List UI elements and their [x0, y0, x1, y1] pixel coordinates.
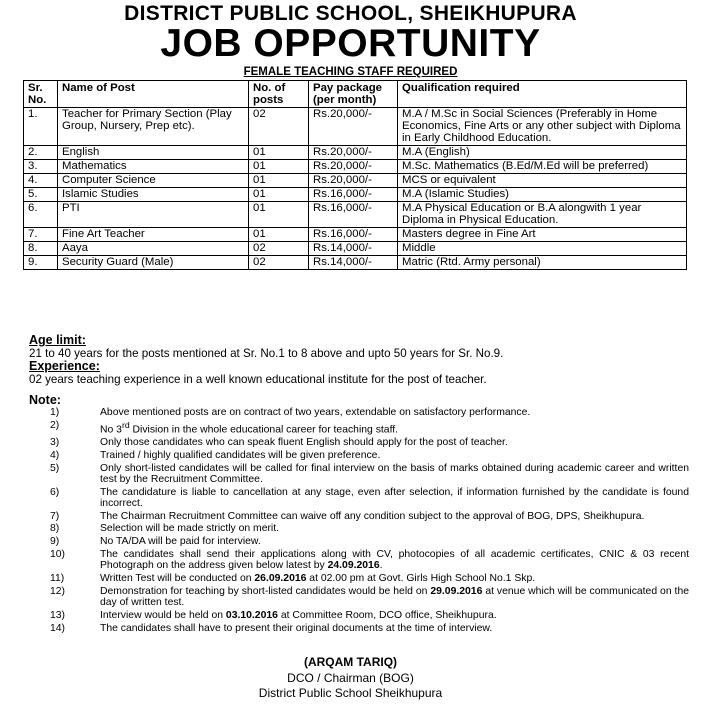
- note-number: 10): [50, 549, 66, 561]
- cell-posts: 01: [249, 160, 309, 174]
- cell-post: Computer Science: [58, 174, 249, 188]
- note-text: Written Test will be conducted on: [100, 573, 255, 585]
- note-item: [29, 437, 689, 448]
- signatory-designation: DCO / Chairman (BOG): [287, 670, 414, 685]
- note-text: Selection will be made strictly on merit.: [100, 523, 280, 535]
- subtitle-text: FEMALE TEACHING STAFF REQUIRED: [243, 66, 458, 78]
- note-text-cont: Division in the whole educational career for teaching staff.: [129, 424, 399, 436]
- cell-post: Teacher for Primary Section (Play Group, Nursery, Prep etc).: [58, 108, 249, 146]
- cell-posts: 02: [249, 256, 309, 270]
- posts-table: [23, 80, 687, 270]
- cell-posts: 01: [249, 188, 309, 202]
- note-item: [29, 487, 689, 509]
- cell-posts: 01: [249, 202, 309, 228]
- note-item: [29, 586, 689, 608]
- cell-posts: 02: [249, 242, 309, 256]
- cell-sr: 4.: [24, 174, 58, 188]
- cell-pay: Rs.20,000/-: [309, 174, 398, 188]
- cell-qualification: Matric (Rtd. Army personal): [398, 256, 687, 270]
- note-item: [29, 549, 689, 571]
- cell-qualification: M.A (Islamic Studies): [398, 188, 687, 202]
- cell-sr: 9.: [24, 256, 58, 270]
- signatory-name: (ARQAM TARIQ): [303, 655, 398, 669]
- cell-sr: 1.: [24, 108, 58, 146]
- cell-qualification: Masters degree in Fine Art: [398, 228, 687, 242]
- table-row: [24, 174, 687, 188]
- signatory-organization: District Public School Sheikhupura: [258, 686, 443, 700]
- cell-post: Aaya: [58, 242, 249, 256]
- note-item: [29, 623, 689, 634]
- col-header-qualification: Qualification required: [398, 81, 687, 108]
- experience-heading: Experience:: [29, 359, 100, 373]
- cell-pay: Rs.20,000/-: [309, 108, 398, 146]
- cell-pay: Rs.16,000/-: [309, 228, 398, 242]
- note-item: [29, 511, 689, 522]
- note-text: The candidature is liable to cancellation at any stage, even after selection, if information furnished by the candidate is found incorrect.: [100, 486, 689, 509]
- cell-pay: Rs.14,000/-: [309, 256, 398, 270]
- note-text: Trained / highly qualified candidates will be given preference.: [100, 449, 381, 461]
- note-number: 6): [50, 486, 60, 498]
- cell-pay: Rs.16,000/-: [309, 188, 398, 202]
- table-body: [24, 108, 687, 270]
- cell-post: English: [58, 146, 249, 160]
- cell-sr: 5.: [24, 188, 58, 202]
- note-text: The candidates shall have to present their original documents at the time of interview.: [100, 622, 493, 634]
- note-number: 1): [50, 407, 60, 418]
- cell-posts: 01: [249, 174, 309, 188]
- subtitle: [0, 66, 701, 79]
- col-header-sr: Sr. No.: [24, 81, 58, 108]
- cell-post: Islamic Studies: [58, 188, 249, 202]
- note-number: 4): [50, 449, 60, 461]
- note-item: [29, 407, 689, 418]
- note-number: 11): [50, 573, 65, 585]
- note-text: Only those candidates who can speak fluent English should apply for the post of teacher.: [100, 437, 508, 449]
- cell-qualification: MCS or equivalent: [398, 174, 687, 188]
- note-text-cont: at venue which will be communicated on the day of written test.: [100, 585, 689, 609]
- note-text-cont: at 02.00 pm at Govt. Girls High School No.1 Skp.: [306, 573, 536, 585]
- note-text-cont: at Committee Room, DCO office, Sheikhupura.: [277, 609, 497, 621]
- note-text: Demonstration for teaching by short-listed candidates would be held on: [100, 585, 431, 597]
- cell-pay: Rs.20,000/-: [309, 160, 398, 174]
- note-date: 03.10.2016: [225, 609, 278, 621]
- col-header-pay: Pay package (per month): [309, 81, 398, 108]
- table-row: [24, 160, 687, 174]
- table-row: [24, 202, 687, 228]
- school-name: DISTRICT PUBLIC SCHOOL, SHEIKHUPURA: [124, 2, 577, 25]
- age-text: 21 to 40 years for the posts mentioned at Sr. No.1 to 8 above and upto 50 years for Sr. No.9.: [29, 347, 504, 360]
- cell-sr: 6.: [24, 202, 58, 228]
- cell-sr: 7.: [24, 228, 58, 242]
- note-number: 5): [50, 462, 60, 474]
- cell-pay: Rs.16,000/-: [309, 202, 398, 228]
- experience-text: 02 years teaching experience in a well known educational institute for the post of teacher.: [29, 373, 487, 386]
- cell-qualification: Middle: [398, 242, 687, 256]
- note-item: [29, 573, 689, 584]
- cell-posts: 02: [249, 108, 309, 146]
- notes-list: [29, 407, 689, 634]
- note-text: No TA/DA will be paid for interview.: [100, 536, 261, 548]
- col-header-posts: No. of posts: [249, 81, 309, 108]
- table-row: [24, 188, 687, 202]
- table-row: [24, 242, 687, 256]
- note-number: 14): [50, 622, 66, 634]
- cell-qualification: M.A (English): [398, 146, 687, 160]
- note-item: [29, 463, 689, 485]
- note-text: No 3: [100, 424, 122, 436]
- cell-qualification: M.A Physical Education or B.A alongwith 1 year Diploma in Physical Education.: [398, 202, 687, 228]
- note-text: Above mentioned posts are on contract of two years, extendable on satisfactory performance.: [100, 407, 531, 418]
- cell-qualification: M.A / M.Sc in Social Sciences (Preferably in Home Economics, Fine Arts or any other subject with Diploma in Early Childhood Education.: [398, 108, 687, 146]
- table-row: [24, 256, 687, 270]
- cell-sr: 3.: [24, 160, 58, 174]
- note-text-cont: .: [379, 560, 383, 572]
- cell-post: Fine Art Teacher: [58, 228, 249, 242]
- cell-qualification: M.Sc. Mathematics (B.Ed/M.Ed will be preferred): [398, 160, 687, 174]
- note-number: 2): [50, 419, 60, 431]
- note-text: The Chairman Recruitment Committee can waive off any condition subject to the approval of BOG, DPS, Sheikhupura.: [100, 510, 645, 522]
- note-number: 3): [50, 437, 60, 449]
- col-header-post: Name of Post: [58, 81, 249, 108]
- cell-post: Security Guard (Male): [58, 256, 249, 270]
- cell-pay: Rs.20,000/-: [309, 146, 398, 160]
- note-date: 24.09.2016: [327, 560, 380, 572]
- cell-sr: 2.: [24, 146, 58, 160]
- note-superscript: rd: [121, 419, 130, 430]
- note-number: 7): [50, 510, 60, 522]
- note-number: 12): [50, 585, 66, 597]
- cell-pay: Rs.14,000/-: [309, 242, 398, 256]
- note-number: 13): [50, 609, 66, 621]
- cell-post: PTI: [58, 202, 249, 228]
- cell-sr: 8.: [24, 242, 58, 256]
- age-heading: Age limit:: [29, 333, 86, 347]
- note-number: 8): [50, 523, 60, 535]
- page-title: JOB OPPORTUNITY: [160, 22, 541, 65]
- note-number: 9): [50, 536, 60, 548]
- note-text: Interview would be held on: [100, 609, 226, 621]
- table-header-row: [24, 81, 687, 108]
- table-row: [24, 228, 687, 242]
- note-heading: Note:: [29, 393, 61, 407]
- note-text: Only short-listed candidates will be called for final interview on the basis of marks obtained during academic career and written test by the Recruitment Committee.: [100, 462, 689, 485]
- note-text: The candidates shall send their applications along with CV, photocopies of all academic certificates, CNIC & 03 recent Photograph on the address given below latest by: [100, 549, 689, 572]
- note-item: [29, 523, 689, 534]
- cell-posts: 01: [249, 228, 309, 242]
- note-date: 29.09.2016: [430, 585, 483, 597]
- note-item: [29, 610, 689, 621]
- table-row: [24, 108, 687, 146]
- note-item: [29, 450, 689, 461]
- signature-block: [0, 655, 701, 702]
- details-section: [29, 334, 689, 635]
- cell-posts: 01: [249, 146, 309, 160]
- note-item: [29, 536, 689, 547]
- note-item: [29, 420, 689, 436]
- note-date: 26.09.2016: [254, 573, 307, 585]
- table-row: [24, 146, 687, 160]
- cell-post: Mathematics: [58, 160, 249, 174]
